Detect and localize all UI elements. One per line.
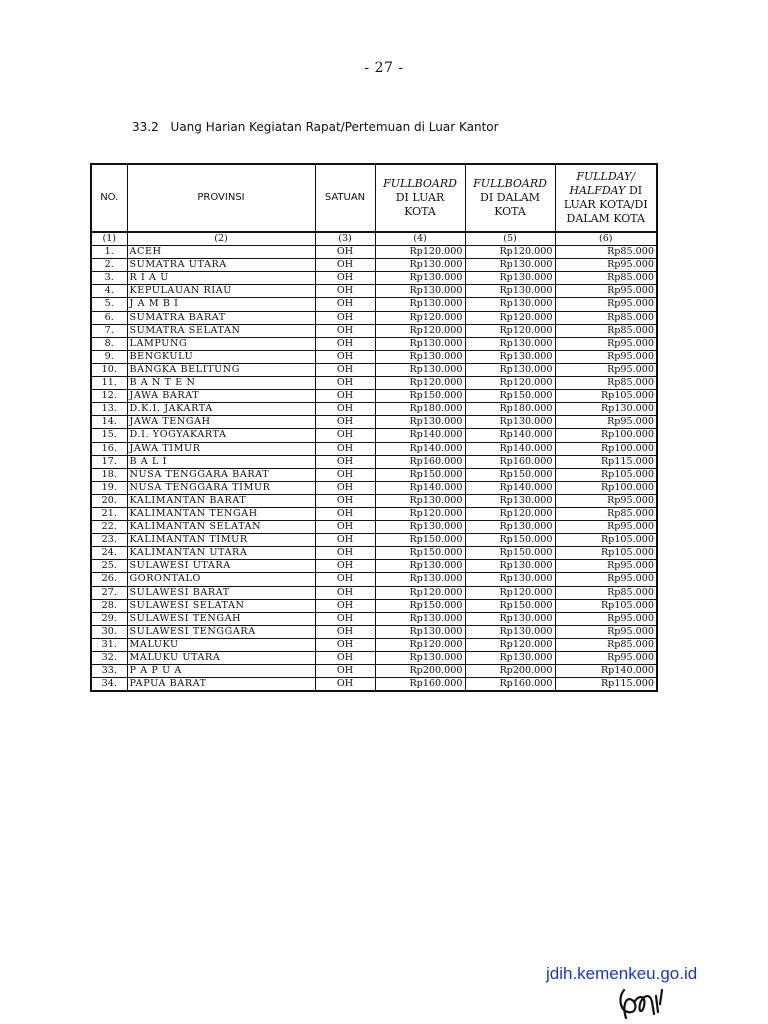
fullday-halfday-cell: Rp105.000	[555, 547, 657, 560]
table-row	[91, 678, 657, 692]
table-row	[91, 652, 657, 665]
column-number: (5)	[465, 232, 555, 246]
fullday-halfday-cell: Rp95.000	[555, 350, 657, 363]
section-title	[132, 120, 499, 134]
row-number: 26.	[91, 573, 127, 586]
province-name: PAPUA BARAT	[127, 678, 315, 692]
footer-link[interactable]: jdih.kemenkeu.go.id	[546, 964, 698, 983]
row-number: 29.	[91, 612, 127, 625]
fullboard-dalam-kota-cell: Rp130.000	[465, 573, 555, 586]
fullday-halfday-cell: Rp85.000	[555, 638, 657, 651]
table-row	[91, 586, 657, 599]
header-col6-line4: DALAM KOTA	[566, 212, 645, 225]
fullboard-luar-kota-cell: Rp120.000	[375, 377, 465, 390]
province-name: SULAWESI TENGGARA	[127, 625, 315, 638]
row-number: 9.	[91, 350, 127, 363]
row-number: 14.	[91, 416, 127, 429]
province-name: KALIMANTAN UTARA	[127, 547, 315, 560]
header-col5-line2: DI DALAM	[480, 191, 540, 204]
unit-cell: OH	[315, 547, 375, 560]
table-row	[91, 612, 657, 625]
unit-cell: OH	[315, 259, 375, 272]
unit-cell: OH	[315, 285, 375, 298]
page-number: - 27 -	[364, 60, 404, 76]
fullboard-luar-kota-cell: Rp130.000	[375, 363, 465, 376]
fullday-halfday-cell: Rp85.000	[555, 324, 657, 337]
fullboard-luar-kota-cell: Rp130.000	[375, 416, 465, 429]
fullboard-dalam-kota-cell: Rp130.000	[465, 560, 555, 573]
row-number: 24.	[91, 547, 127, 560]
row-number: 25.	[91, 560, 127, 573]
unit-cell: OH	[315, 638, 375, 651]
unit-cell: OH	[315, 625, 375, 638]
unit-cell: OH	[315, 665, 375, 678]
table-row	[91, 547, 657, 560]
province-name: SULAWESI TENGAH	[127, 612, 315, 625]
column-number: (6)	[555, 232, 657, 246]
fullday-halfday-cell: Rp85.000	[555, 311, 657, 324]
fullboard-dalam-kota-cell: Rp120.000	[465, 377, 555, 390]
fullboard-luar-kota-cell: Rp130.000	[375, 560, 465, 573]
fullday-halfday-cell: Rp100.000	[555, 481, 657, 494]
fullday-halfday-cell: Rp100.000	[555, 442, 657, 455]
row-number: 18.	[91, 468, 127, 481]
header-fullboard-luar-kota	[375, 164, 465, 232]
row-number: 31.	[91, 638, 127, 651]
unit-cell: OH	[315, 390, 375, 403]
fullboard-luar-kota-cell: Rp150.000	[375, 468, 465, 481]
province-name: JAWA BARAT	[127, 390, 315, 403]
unit-cell: OH	[315, 521, 375, 534]
fullboard-dalam-kota-cell: Rp120.000	[465, 246, 555, 259]
fullday-halfday-cell: Rp95.000	[555, 416, 657, 429]
row-number: 33.	[91, 665, 127, 678]
unit-cell: OH	[315, 573, 375, 586]
fullboard-dalam-kota-cell: Rp200.000	[465, 665, 555, 678]
fullday-halfday-cell: Rp115.000	[555, 678, 657, 692]
province-name: KALIMANTAN TENGAH	[127, 507, 315, 520]
row-number: 4.	[91, 285, 127, 298]
province-name: B A N T E N	[127, 377, 315, 390]
fullboard-luar-kota-cell: Rp150.000	[375, 390, 465, 403]
table-row	[91, 560, 657, 573]
row-number: 1.	[91, 246, 127, 259]
unit-cell: OH	[315, 363, 375, 376]
fullday-halfday-cell: Rp95.000	[555, 285, 657, 298]
province-name: SULAWESI BARAT	[127, 586, 315, 599]
unit-cell: OH	[315, 481, 375, 494]
fullboard-dalam-kota-cell: Rp160.000	[465, 678, 555, 692]
province-name: NUSA TENGGARA TIMUR	[127, 481, 315, 494]
fullboard-luar-kota-cell: Rp140.000	[375, 442, 465, 455]
row-number: 7.	[91, 324, 127, 337]
fullboard-dalam-kota-cell: Rp140.000	[465, 442, 555, 455]
row-number: 3.	[91, 272, 127, 285]
row-number: 5.	[91, 298, 127, 311]
fullboard-dalam-kota-cell: Rp120.000	[465, 586, 555, 599]
unit-cell: OH	[315, 337, 375, 350]
fullboard-luar-kota-cell: Rp120.000	[375, 638, 465, 651]
fullboard-luar-kota-cell: Rp120.000	[375, 507, 465, 520]
table-row	[91, 455, 657, 468]
section-number: 33.2	[132, 120, 159, 134]
fullday-halfday-cell: Rp95.000	[555, 612, 657, 625]
fullboard-luar-kota-cell: Rp130.000	[375, 494, 465, 507]
header-fullboard-dalam-kota	[465, 164, 555, 232]
table-row	[91, 494, 657, 507]
table-row	[91, 363, 657, 376]
unit-cell: OH	[315, 442, 375, 455]
fullboard-dalam-kota-cell: Rp130.000	[465, 259, 555, 272]
fullboard-dalam-kota-cell: Rp130.000	[465, 337, 555, 350]
table-row	[91, 311, 657, 324]
fullday-halfday-cell: Rp85.000	[555, 507, 657, 520]
row-number: 21.	[91, 507, 127, 520]
province-name: NUSA TENGGARA BARAT	[127, 468, 315, 481]
row-number: 13.	[91, 403, 127, 416]
unit-cell: OH	[315, 416, 375, 429]
fullboard-luar-kota-cell: Rp120.000	[375, 246, 465, 259]
fullboard-dalam-kota-cell: Rp130.000	[465, 612, 555, 625]
row-number: 12.	[91, 390, 127, 403]
row-number: 15.	[91, 429, 127, 442]
unit-cell: OH	[315, 377, 375, 390]
table-row	[91, 468, 657, 481]
fullboard-dalam-kota-cell: Rp160.000	[465, 455, 555, 468]
column-number: (1)	[91, 232, 127, 246]
header-fullday-halfday	[555, 164, 657, 232]
table-header-row	[91, 164, 657, 232]
fullboard-dalam-kota-cell: Rp130.000	[465, 625, 555, 638]
fullboard-dalam-kota-cell: Rp140.000	[465, 481, 555, 494]
header-no: NO.	[91, 164, 127, 232]
province-name: ACEH	[127, 246, 315, 259]
column-number: (4)	[375, 232, 465, 246]
fullday-halfday-cell: Rp140.000	[555, 665, 657, 678]
header-provinsi: PROVINSI	[127, 164, 315, 232]
header-col4-line3: KOTA	[404, 205, 436, 218]
province-name: KALIMANTAN BARAT	[127, 494, 315, 507]
province-name: MALUKU UTARA	[127, 652, 315, 665]
row-number: 6.	[91, 311, 127, 324]
header-col5-line3: KOTA	[494, 205, 526, 218]
row-number: 30.	[91, 625, 127, 638]
fullboard-dalam-kota-cell: Rp130.000	[465, 521, 555, 534]
column-number: (2)	[127, 232, 315, 246]
table-row	[91, 442, 657, 455]
header-col6-line2b: DI	[628, 184, 643, 197]
fullday-halfday-cell: Rp85.000	[555, 272, 657, 285]
table-row	[91, 324, 657, 337]
fullboard-dalam-kota-cell: Rp120.000	[465, 324, 555, 337]
fullboard-luar-kota-cell: Rp160.000	[375, 455, 465, 468]
fullboard-dalam-kota-cell: Rp150.000	[465, 547, 555, 560]
fullboard-luar-kota-cell: Rp140.000	[375, 429, 465, 442]
row-number: 23.	[91, 534, 127, 547]
fullboard-luar-kota-cell: Rp130.000	[375, 337, 465, 350]
table-row	[91, 390, 657, 403]
province-name: BENGKULU	[127, 350, 315, 363]
fullboard-luar-kota-cell: Rp130.000	[375, 573, 465, 586]
fullboard-dalam-kota-cell: Rp130.000	[465, 494, 555, 507]
fullboard-dalam-kota-cell: Rp150.000	[465, 599, 555, 612]
fullboard-dalam-kota-cell: Rp180.000	[465, 403, 555, 416]
fullboard-luar-kota-cell: Rp120.000	[375, 324, 465, 337]
unit-cell: OH	[315, 599, 375, 612]
table-row	[91, 272, 657, 285]
table-row	[91, 534, 657, 547]
fullboard-luar-kota-cell: Rp130.000	[375, 272, 465, 285]
fullday-halfday-cell: Rp95.000	[555, 494, 657, 507]
fullday-halfday-cell: Rp105.000	[555, 599, 657, 612]
header-col4-line2: DI LUAR	[395, 191, 445, 204]
table-row	[91, 599, 657, 612]
unit-cell: OH	[315, 612, 375, 625]
fullboard-luar-kota-cell: Rp160.000	[375, 678, 465, 692]
province-name: D.I. YOGYAKARTA	[127, 429, 315, 442]
table-row	[91, 403, 657, 416]
fullboard-dalam-kota-cell: Rp120.000	[465, 507, 555, 520]
table-row	[91, 429, 657, 442]
header-col6-line1: FULLDAY/	[576, 170, 636, 183]
province-name: MALUKU	[127, 638, 315, 651]
row-number: 17.	[91, 455, 127, 468]
province-name: D.K.I. JAKARTA	[127, 403, 315, 416]
unit-cell: OH	[315, 324, 375, 337]
fullboard-dalam-kota-cell: Rp130.000	[465, 652, 555, 665]
unit-cell: OH	[315, 403, 375, 416]
province-name: JAWA TENGAH	[127, 416, 315, 429]
table-row	[91, 285, 657, 298]
unit-cell: OH	[315, 494, 375, 507]
row-number: 2.	[91, 259, 127, 272]
table-row	[91, 416, 657, 429]
province-name: SUMATRA UTARA	[127, 259, 315, 272]
header-col6-line2: HALFDAY	[569, 184, 626, 197]
header-col4-line1: FULLBOARD	[383, 177, 457, 190]
table-row	[91, 377, 657, 390]
fullboard-dalam-kota-cell: Rp140.000	[465, 429, 555, 442]
unit-cell: OH	[315, 468, 375, 481]
row-number: 34.	[91, 678, 127, 692]
table-row	[91, 665, 657, 678]
table-row	[91, 350, 657, 363]
fullday-halfday-cell: Rp130.000	[555, 403, 657, 416]
province-name: LAMPUNG	[127, 337, 315, 350]
header-col5-line1: FULLBOARD	[473, 177, 547, 190]
fullday-halfday-cell: Rp95.000	[555, 560, 657, 573]
fullday-halfday-cell: Rp100.000	[555, 429, 657, 442]
fullboard-luar-kota-cell: Rp130.000	[375, 259, 465, 272]
fullboard-luar-kota-cell: Rp180.000	[375, 403, 465, 416]
column-number-row	[91, 232, 657, 246]
fullday-halfday-cell: Rp105.000	[555, 390, 657, 403]
row-number: 28.	[91, 599, 127, 612]
table-row	[91, 259, 657, 272]
fullboard-luar-kota-cell: Rp150.000	[375, 547, 465, 560]
fullboard-dalam-kota-cell: Rp130.000	[465, 285, 555, 298]
fullboard-luar-kota-cell: Rp130.000	[375, 350, 465, 363]
row-number: 27.	[91, 586, 127, 599]
signature-mark	[616, 984, 676, 1024]
fullboard-luar-kota-cell: Rp130.000	[375, 652, 465, 665]
province-name: R I A U	[127, 272, 315, 285]
fullday-halfday-cell: Rp105.000	[555, 534, 657, 547]
unit-cell: OH	[315, 507, 375, 520]
unit-cell: OH	[315, 560, 375, 573]
unit-cell: OH	[315, 652, 375, 665]
fullday-halfday-cell: Rp105.000	[555, 468, 657, 481]
unit-cell: OH	[315, 586, 375, 599]
fullday-halfday-cell: Rp85.000	[555, 586, 657, 599]
table-row	[91, 638, 657, 651]
unit-cell: OH	[315, 350, 375, 363]
table-row	[91, 298, 657, 311]
fullday-halfday-cell: Rp95.000	[555, 298, 657, 311]
unit-cell: OH	[315, 455, 375, 468]
province-name: GORONTALO	[127, 573, 315, 586]
unit-cell: OH	[315, 534, 375, 547]
fullday-halfday-cell: Rp85.000	[555, 377, 657, 390]
fullboard-dalam-kota-cell: Rp130.000	[465, 272, 555, 285]
fullboard-luar-kota-cell: Rp200.000	[375, 665, 465, 678]
row-number: 10.	[91, 363, 127, 376]
province-name: J A M B I	[127, 298, 315, 311]
fullboard-luar-kota-cell: Rp130.000	[375, 521, 465, 534]
row-number: 32.	[91, 652, 127, 665]
fullboard-luar-kota-cell: Rp130.000	[375, 612, 465, 625]
province-name: SULAWESI UTARA	[127, 560, 315, 573]
province-name: KALIMANTAN TIMUR	[127, 534, 315, 547]
fullboard-dalam-kota-cell: Rp130.000	[465, 363, 555, 376]
table-row	[91, 246, 657, 259]
fullboard-dalam-kota-cell: Rp150.000	[465, 534, 555, 547]
fullboard-luar-kota-cell: Rp150.000	[375, 599, 465, 612]
fullboard-dalam-kota-cell: Rp120.000	[465, 638, 555, 651]
unit-cell: OH	[315, 429, 375, 442]
table-row	[91, 481, 657, 494]
row-number: 8.	[91, 337, 127, 350]
fullboard-luar-kota-cell: Rp120.000	[375, 586, 465, 599]
province-name: JAWA TIMUR	[127, 442, 315, 455]
row-number: 22.	[91, 521, 127, 534]
row-number: 11.	[91, 377, 127, 390]
header-col6-line3: LUAR KOTA/DI	[563, 198, 648, 211]
province-name: SUMATRA SELATAN	[127, 324, 315, 337]
table-row	[91, 337, 657, 350]
fullboard-luar-kota-cell: Rp120.000	[375, 311, 465, 324]
unit-cell: OH	[315, 678, 375, 692]
fullboard-dalam-kota-cell: Rp130.000	[465, 416, 555, 429]
province-name: KALIMANTAN SELATAN	[127, 521, 315, 534]
table-row	[91, 507, 657, 520]
table-row	[91, 573, 657, 586]
fullday-halfday-cell: Rp115.000	[555, 455, 657, 468]
fullboard-luar-kota-cell: Rp130.000	[375, 298, 465, 311]
province-name: SUMATRA BARAT	[127, 311, 315, 324]
fullboard-luar-kota-cell: Rp150.000	[375, 534, 465, 547]
fullboard-dalam-kota-cell: Rp130.000	[465, 350, 555, 363]
fullday-halfday-cell: Rp95.000	[555, 625, 657, 638]
fullboard-luar-kota-cell: Rp140.000	[375, 481, 465, 494]
rates-table	[90, 163, 658, 692]
unit-cell: OH	[315, 298, 375, 311]
fullday-halfday-cell: Rp95.000	[555, 652, 657, 665]
province-name: SULAWESI SELATAN	[127, 599, 315, 612]
fullboard-dalam-kota-cell: Rp130.000	[465, 298, 555, 311]
row-number: 16.	[91, 442, 127, 455]
province-name: P A P U A	[127, 665, 315, 678]
fullday-halfday-cell: Rp95.000	[555, 521, 657, 534]
row-number: 20.	[91, 494, 127, 507]
header-satuan: SATUAN	[315, 164, 375, 232]
province-name: KEPULAUAN RIAU	[127, 285, 315, 298]
province-name: BANGKA BELITUNG	[127, 363, 315, 376]
province-name: B A L I	[127, 455, 315, 468]
fullday-halfday-cell: Rp95.000	[555, 363, 657, 376]
fullday-halfday-cell: Rp95.000	[555, 259, 657, 272]
fullboard-dalam-kota-cell: Rp150.000	[465, 468, 555, 481]
fullboard-luar-kota-cell: Rp130.000	[375, 625, 465, 638]
unit-cell: OH	[315, 311, 375, 324]
fullday-halfday-cell: Rp95.000	[555, 573, 657, 586]
column-number: (3)	[315, 232, 375, 246]
row-number: 19.	[91, 481, 127, 494]
fullboard-luar-kota-cell: Rp130.000	[375, 285, 465, 298]
fullboard-dalam-kota-cell: Rp150.000	[465, 390, 555, 403]
table-row	[91, 521, 657, 534]
unit-cell: OH	[315, 272, 375, 285]
table-row	[91, 625, 657, 638]
fullday-halfday-cell: Rp85.000	[555, 246, 657, 259]
section-title-text: Uang Harian Kegiatan Rapat/Pertemuan di Luar Kantor	[170, 120, 499, 134]
unit-cell: OH	[315, 246, 375, 259]
fullboard-dalam-kota-cell: Rp120.000	[465, 311, 555, 324]
fullday-halfday-cell: Rp95.000	[555, 337, 657, 350]
